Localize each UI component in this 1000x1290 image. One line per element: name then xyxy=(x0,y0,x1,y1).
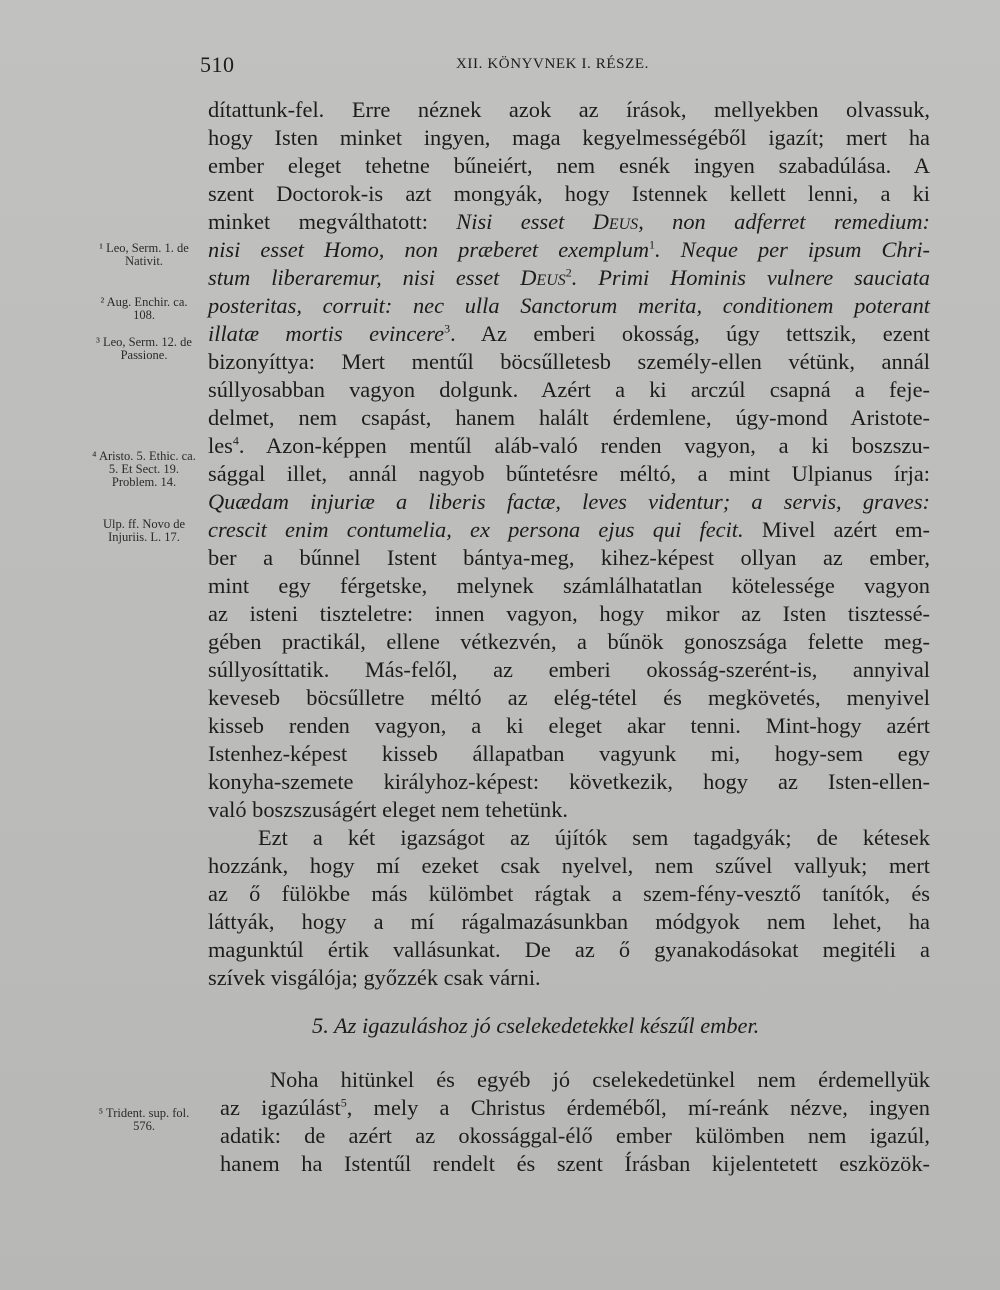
latin-quote: . Neque per ipsum Chri- xyxy=(655,237,930,262)
text-line: dítattunk-fel. Erre néznek azok az írások, mellyekben olvassuk, xyxy=(208,97,930,122)
text-line xyxy=(208,208,930,236)
running-title: XII. KÖNYVNEK I. RÉSZE. xyxy=(456,56,649,72)
text-line: keveseb böcsűlletre méltó az elég-tétel és megkövetés, menyivel xyxy=(208,685,930,710)
latin-quote: stum liberaremur, nisi esset xyxy=(208,265,521,290)
page-number: 510 xyxy=(200,52,235,77)
text-line: szívek visgálója; győzzék csak várni. xyxy=(208,965,541,990)
text-line xyxy=(208,320,930,348)
text-line: hanem ha Istentűl rendelt és szent Írásban kijelentetett eszközök- xyxy=(220,1151,930,1176)
text-line: hozzánk, hogy mí ezeket csak nyelvel, nem szűvel vallyuk; mert xyxy=(208,853,930,878)
margin-note: ⁴ Aristo. 5. Ethic. ca. 5. Et Sect. 19. Problem. 14. xyxy=(92,449,196,489)
margin-note: ² Aug. Enchir. ca. 108. xyxy=(100,295,188,322)
text-line: posteritas, corruit: nec ulla Sanctorum merita, conditionem poterant xyxy=(208,293,930,318)
latin-quote: . Primi Hominis vulnere sauciata xyxy=(571,265,930,290)
text-line: szent Doctorok-is azt mongyák, hogy Istennek kellett lenni, a ki xyxy=(208,181,930,206)
latin-quote: , non adferret remedium: xyxy=(638,209,930,234)
margin-note: ³ Leo, Serm. 12. de Passione. xyxy=(96,335,192,362)
text-line: konyha-szemete királyhoz-képest: következik, hogy az Isten-ellen- xyxy=(208,769,930,794)
latin-quote: Nisi esset xyxy=(456,209,593,234)
text-line: Istenhez-képest kisseb állapatban vagyunk mi, hogy-sem egy xyxy=(208,741,930,766)
text-line xyxy=(208,432,930,460)
text-run: les xyxy=(208,433,233,458)
margin-note: ¹ Leo, Serm. 1. de Nativit. xyxy=(99,241,189,268)
text-line: súllyosíttatik. Más-felől, az emberi okosság-szerént-is, annyival xyxy=(208,657,930,682)
text-line: ember eleget tehetne bűneiért, nem esnék ingyen szabadúlása. A xyxy=(208,153,930,178)
text-line xyxy=(208,264,930,292)
text-line: láttyák, hogy a mí rágalmazásunkban módgyok nem lehet, ha xyxy=(208,909,930,934)
text-line: gében practikál, ellene vétkezvén, a bűnök gonoszsága felette meg- xyxy=(208,629,930,654)
text-run: . Az emberi okosság, úgy tettszik, ezent xyxy=(450,321,930,346)
text-line: magunktúl értik vallásunkat. De az ő gyanakodásokat megitéli a xyxy=(208,937,930,962)
text-line: mint egy férgetske, melynek számlálhatatlan kötelessége vagyon xyxy=(208,573,930,598)
text-line: adatik: de azért az okossággal-élő ember külömben nem igazúl, xyxy=(220,1123,930,1148)
latin-quote: illatæ mortis evincere xyxy=(208,321,445,346)
text-line: delmet, nem csapást, hanem halált érdemlene, úgy-mond Aristote- xyxy=(208,405,930,430)
text-run: . Azon-képpen mentűl aláb-való renden vagyon, a ki boszszu- xyxy=(238,433,930,458)
text-line: súllyosabban vagyon dolgunk. Azért a ki arczúl csapná a feje- xyxy=(208,377,930,402)
text-line xyxy=(208,236,930,264)
text-line: Ezt a két igazságot az újítók sem tagadgyák; de kétesek xyxy=(258,825,930,850)
main-text xyxy=(208,96,930,992)
margin-note: Ulp. ff. Novo de Injuriis. L. 17. xyxy=(102,517,186,544)
main-text-continued xyxy=(220,1066,930,1178)
footnote-ref: 2 xyxy=(565,265,572,280)
text-line: bizonyíttya: Mert mentűl böcsűlletesb személy-ellen vétünk, annál xyxy=(208,349,930,374)
text-line: való boszszuságért eleget nem tehetünk. xyxy=(208,797,568,822)
text-run: , mely a Christus érdeméből, mí-reánk nézve, ingyen xyxy=(346,1095,930,1120)
latin-quote-smallcaps: Deus xyxy=(592,209,639,234)
text-line: Quædam injuriæ a liberis factæ, leves videntur; a servis, graves: xyxy=(208,489,930,514)
text-line: kisseb renden vagyon, a ki eleget akar tenni. Mint-hogy azért xyxy=(208,713,930,738)
text-line: Noha hitünkel és egyéb jó cselekedetünkel nem érdemellyük xyxy=(270,1067,930,1092)
section-heading: 5. Az igazuláshoz jó cselekedetekkel készűl ember. xyxy=(312,1013,760,1038)
text-run: az igazúlást xyxy=(220,1095,341,1120)
text-line: hogy Isten minket ingyen, maga kegyelmességéből igazít; mert ha xyxy=(208,125,930,150)
text-run: minket megválthatott: xyxy=(208,209,457,234)
footnote-ref: 4 xyxy=(232,433,239,448)
footnote-ref: 3 xyxy=(444,321,451,336)
text-run: Mivel azért em- xyxy=(743,517,930,542)
latin-quote: crescit enim contumelia, ex persona ejus qui fecit. xyxy=(208,517,744,542)
footnote-ref: 5 xyxy=(340,1095,347,1110)
margin-note: ⁵ Trident. sup. fol. 576. xyxy=(98,1106,190,1133)
text-line: sággal illet, annál nagyob bűntetésre méltó, a mint Ulpianus írja: xyxy=(208,461,930,486)
text-line: az isteni tiszteletre: innen vagyon, hogy mikor az Isten tisztessé- xyxy=(208,601,930,626)
text-line xyxy=(208,516,930,544)
footnote-ref: 1 xyxy=(649,237,655,252)
latin-quote: nisi esset Homo, non præberet exemplum xyxy=(208,237,649,262)
text-line: ber a bűnnel Istent bántya-meg, kihez-képest ollyan az ember, xyxy=(208,545,930,570)
text-line xyxy=(220,1094,930,1122)
latin-quote-smallcaps: Deus xyxy=(520,265,566,290)
text-line: az ő fülökbe más külömbet rágtak a szem-fény-vesztő tanítók, és xyxy=(208,881,930,906)
